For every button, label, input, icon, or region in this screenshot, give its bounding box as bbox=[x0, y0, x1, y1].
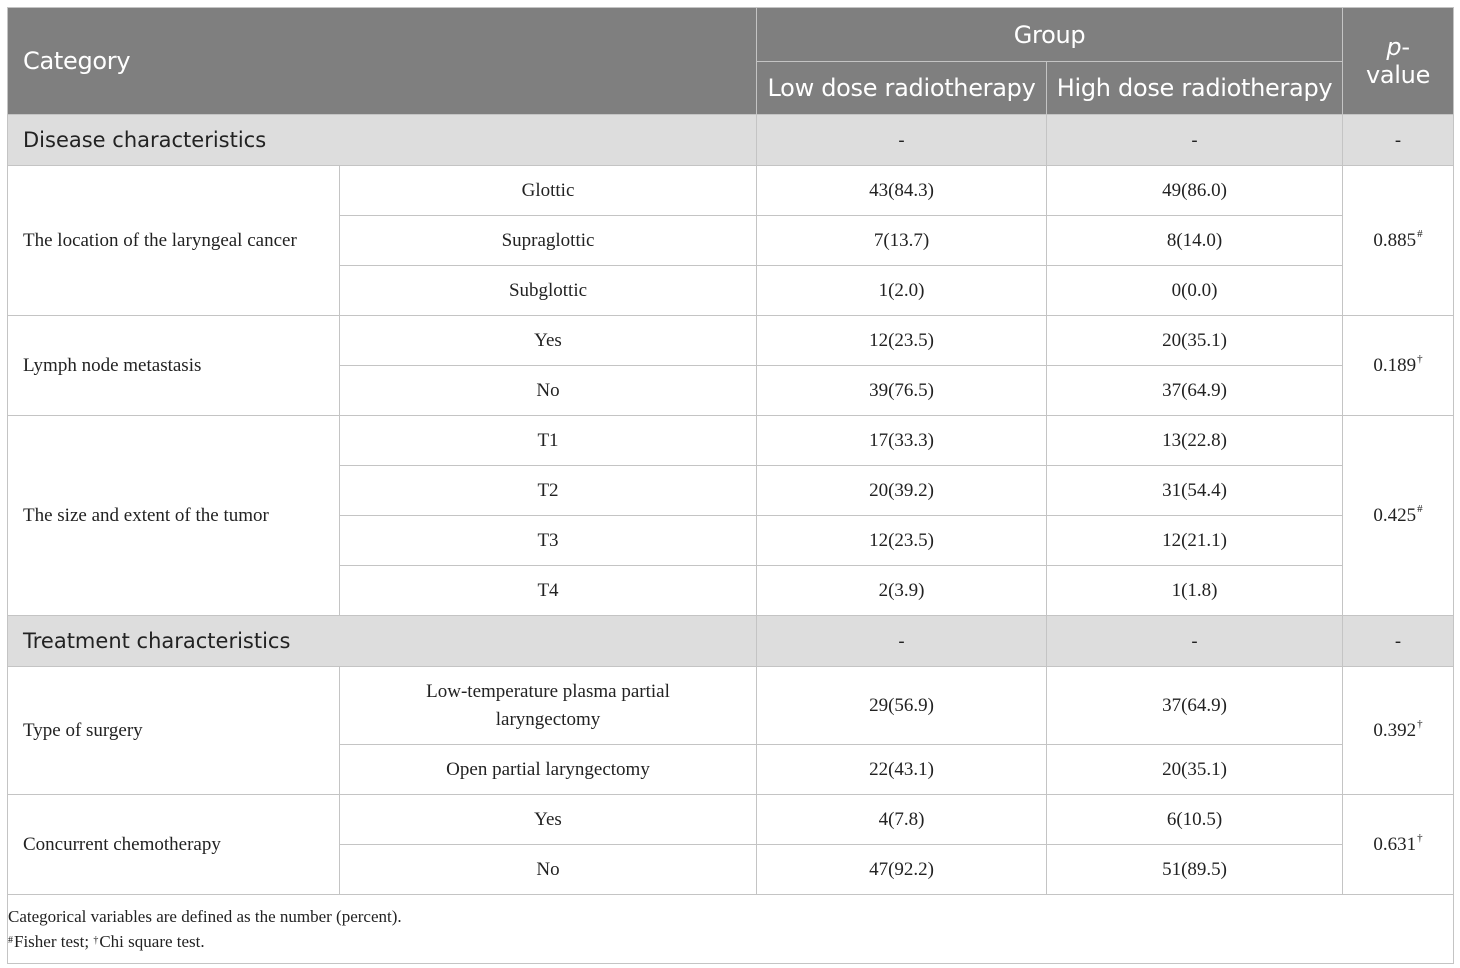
sub-cell: T1 bbox=[340, 416, 757, 466]
section-row bbox=[8, 616, 1454, 667]
low-cell: 12(23.5) bbox=[757, 316, 1047, 366]
header-group: Group bbox=[757, 8, 1343, 62]
high-cell: 1(1.8) bbox=[1047, 566, 1343, 616]
footnote-fisher: Fisher test; bbox=[14, 932, 94, 951]
pvalue-cell bbox=[1343, 316, 1454, 416]
low-cell: 2(3.9) bbox=[757, 566, 1047, 616]
pvalue-dash: - bbox=[1401, 33, 1410, 61]
pvalue-mark: † bbox=[1417, 717, 1423, 730]
sub-cell: T2 bbox=[340, 466, 757, 516]
low-cell: 1(2.0) bbox=[757, 266, 1047, 316]
high-cell: 51(89.5) bbox=[1047, 845, 1343, 895]
sub-cell: No bbox=[340, 845, 757, 895]
sub-cell: Yes bbox=[340, 316, 757, 366]
high-cell: 8(14.0) bbox=[1047, 216, 1343, 266]
section-label: Disease characteristics bbox=[8, 115, 757, 166]
section-low: - bbox=[757, 616, 1047, 667]
pvalue-p: p bbox=[1386, 33, 1402, 61]
section-row bbox=[8, 115, 1454, 166]
category-cell: The location of the laryngeal cancer bbox=[8, 166, 340, 316]
low-cell: 20(39.2) bbox=[757, 466, 1047, 516]
high-cell: 20(35.1) bbox=[1047, 745, 1343, 795]
sub-cell: T3 bbox=[340, 516, 757, 566]
table-row bbox=[8, 667, 1454, 745]
section-p: - bbox=[1343, 616, 1454, 667]
chi-mark: † bbox=[93, 935, 99, 946]
category-cell: Lymph node metastasis bbox=[8, 316, 340, 416]
high-cell: 12(21.1) bbox=[1047, 516, 1343, 566]
footnote-line-1: Categorical variables are defined as the number (percent). bbox=[8, 907, 402, 926]
pvalue-cell bbox=[1343, 166, 1454, 316]
pvalue-value: 0.631 bbox=[1373, 833, 1417, 855]
table-row bbox=[8, 316, 1454, 366]
high-cell: 13(22.8) bbox=[1047, 416, 1343, 466]
high-cell: 0(0.0) bbox=[1047, 266, 1343, 316]
low-cell: 39(76.5) bbox=[757, 366, 1047, 416]
footnote-chi: Chi square test. bbox=[99, 932, 205, 951]
low-cell: 17(33.3) bbox=[757, 416, 1047, 466]
pvalue-value: 0.425 bbox=[1373, 504, 1417, 526]
low-cell: 29(56.9) bbox=[757, 667, 1047, 745]
sub-cell: Low-temperature plasma partial laryngectomy bbox=[340, 667, 757, 745]
data-table bbox=[7, 7, 1454, 964]
section-high: - bbox=[1047, 616, 1343, 667]
low-cell: 12(23.5) bbox=[757, 516, 1047, 566]
header-pvalue bbox=[1343, 8, 1454, 115]
footnote-row bbox=[8, 895, 1454, 964]
section-low: - bbox=[757, 115, 1047, 166]
header-row-1 bbox=[8, 8, 1454, 62]
sub-cell: Yes bbox=[340, 795, 757, 845]
table-row bbox=[8, 166, 1454, 216]
pvalue-value: 0.885 bbox=[1373, 229, 1417, 251]
sub-cell: No bbox=[340, 366, 757, 416]
high-cell: 31(54.4) bbox=[1047, 466, 1343, 516]
pvalue-cell bbox=[1343, 667, 1454, 795]
low-cell: 47(92.2) bbox=[757, 845, 1047, 895]
pvalue-cell bbox=[1343, 795, 1454, 895]
fisher-mark: # bbox=[8, 935, 13, 946]
low-cell: 22(43.1) bbox=[757, 745, 1047, 795]
pvalue-mark: † bbox=[1417, 352, 1423, 365]
sub-cell: Supraglottic bbox=[340, 216, 757, 266]
footnote bbox=[8, 895, 1454, 964]
pvalue-mark: # bbox=[1417, 227, 1423, 240]
sub-cell: Subglottic bbox=[340, 266, 757, 316]
high-cell: 49(86.0) bbox=[1047, 166, 1343, 216]
header-low-dose: Low dose radiotherapy bbox=[757, 62, 1047, 115]
pvalue-word: value bbox=[1366, 61, 1431, 89]
table-container bbox=[7, 7, 1453, 964]
low-cell: 43(84.3) bbox=[757, 166, 1047, 216]
category-cell: Concurrent chemotherapy bbox=[8, 795, 340, 895]
table-row bbox=[8, 795, 1454, 845]
pvalue-value: 0.189 bbox=[1373, 354, 1417, 376]
high-cell: 37(64.9) bbox=[1047, 667, 1343, 745]
header-category: Category bbox=[8, 8, 757, 115]
section-label: Treatment characteristics bbox=[8, 616, 757, 667]
section-p: - bbox=[1343, 115, 1454, 166]
high-cell: 6(10.5) bbox=[1047, 795, 1343, 845]
pvalue-value: 0.392 bbox=[1373, 719, 1417, 741]
sub-cell: T4 bbox=[340, 566, 757, 616]
high-cell: 20(35.1) bbox=[1047, 316, 1343, 366]
category-cell: Type of surgery bbox=[8, 667, 340, 795]
pvalue-mark: † bbox=[1417, 831, 1423, 844]
pvalue-mark: # bbox=[1417, 502, 1423, 515]
table-row bbox=[8, 416, 1454, 466]
section-high: - bbox=[1047, 115, 1343, 166]
low-cell: 7(13.7) bbox=[757, 216, 1047, 266]
low-cell: 4(7.8) bbox=[757, 795, 1047, 845]
high-cell: 37(64.9) bbox=[1047, 366, 1343, 416]
sub-cell: Open partial laryngectomy bbox=[340, 745, 757, 795]
header-high-dose: High dose radiotherapy bbox=[1047, 62, 1343, 115]
pvalue-cell bbox=[1343, 416, 1454, 616]
sub-cell: Glottic bbox=[340, 166, 757, 216]
category-cell: The size and extent of the tumor bbox=[8, 416, 340, 616]
